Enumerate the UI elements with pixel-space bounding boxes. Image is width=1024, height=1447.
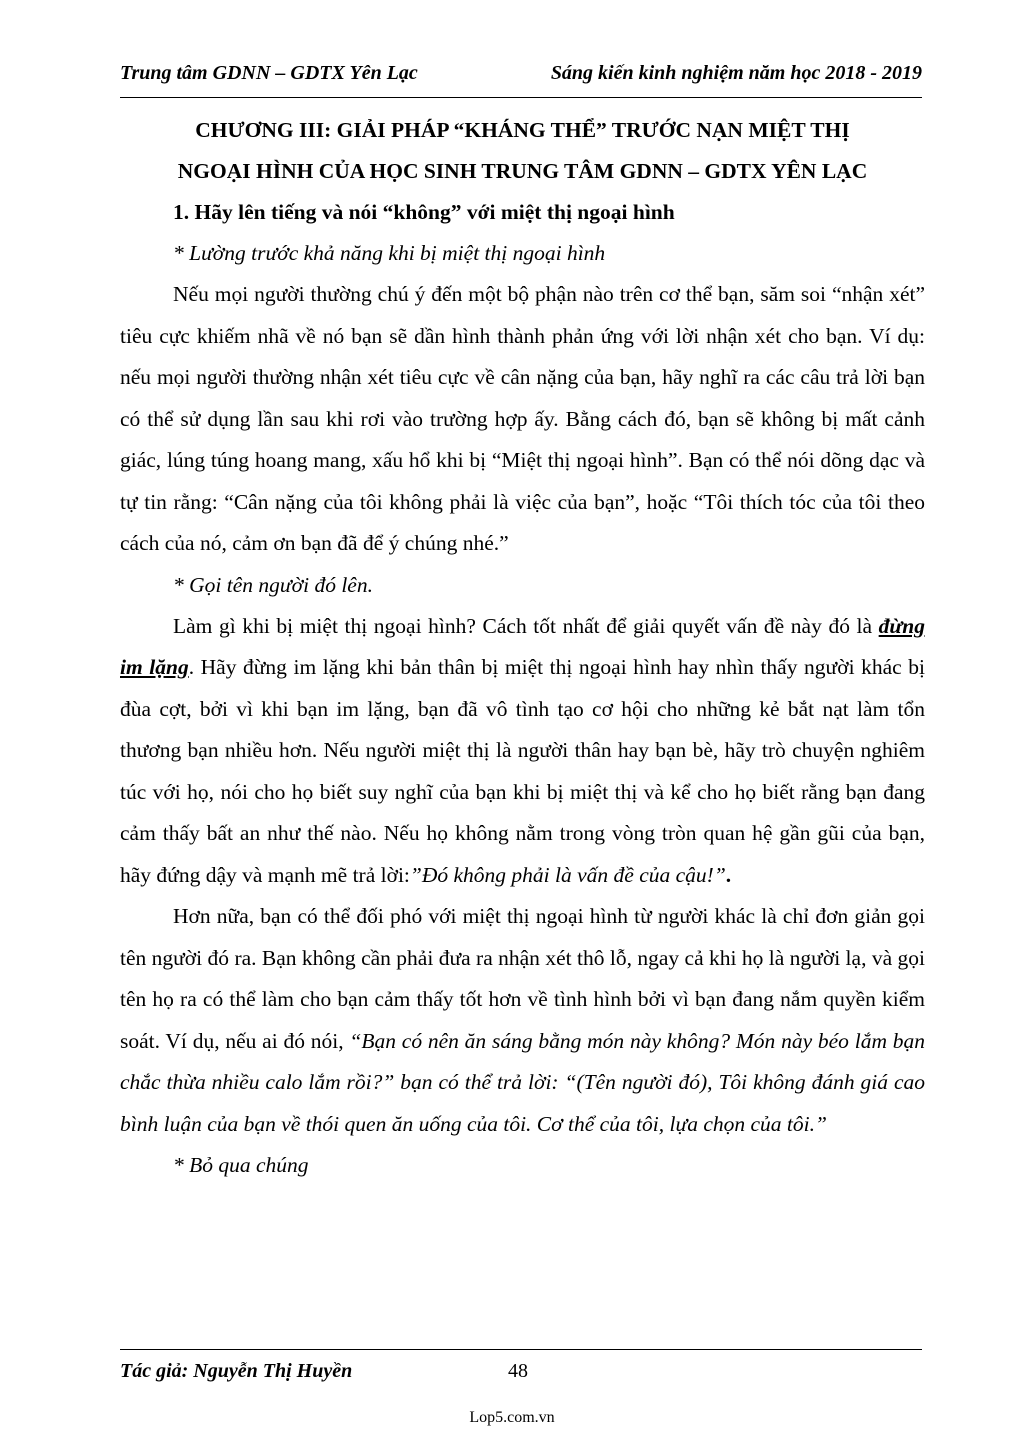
paragraph-2-text-a: Làm gì khi bị miệt thị ngoại hình? Cách tốt nhất để giải quyết vấn đề này đó là xyxy=(173,613,879,638)
paragraph-2 xyxy=(120,606,925,897)
chapter-title xyxy=(120,110,925,192)
header-institution: Trung tâm GDNN – GDTX Yên Lạc xyxy=(120,62,418,84)
paragraph-3 xyxy=(120,896,925,1145)
paragraph-2-end: . xyxy=(725,862,732,887)
subheading-ignore: * Bỏ qua chúng xyxy=(173,1153,309,1177)
site-watermark: Lop5.com.vn xyxy=(469,1409,555,1426)
page-number: 48 xyxy=(508,1360,528,1382)
paragraph-2-text-b: . Hãy đừng im lặng khi bản thân bị miệt thị ngoại hình hay nhìn thấy người khác bị đùa cợt, bởi vì khi bạn im lặng, bạn đã vô tình tạo cơ hội cho những kẻ bắt nạt làm tổn thương bạn nhiều hơn. Nếu người miệt thị là người thân hay bạn bè, hãy trò chuyện nghiêm túc với họ, nói cho họ biết suy nghĩ của bạn khi bị miệt thị và kể cho họ biết rằng bạn đang cảm thấy bất an như thế nào. Nếu họ không nằm trong vòng tròn quan hệ gần gũi của bạn, hãy đứng dậy và mạnh mẽ trả lời: xyxy=(120,655,925,887)
paragraph-2-emphasis: đừng im lặng xyxy=(120,613,925,679)
paragraph-3-quote: “Bạn có nên ăn sáng bằng món này không? Món này béo lắm bạn chắc thừa nhiều calo lắm rồi?” bạn có thể trả lời: “(Tên người đó), Tôi không đánh giá cao bình luận của bạn về thói quen ăn uống của tôi. Cơ thể của tôi, lựa chọn của tôi.” xyxy=(120,1028,926,1136)
page-content xyxy=(120,110,925,1186)
footer-author: Tác giả: Nguyễn Thị Huyền xyxy=(120,1360,353,1382)
header-document-title: Sáng kiến kinh nghiệm năm học 2018 - 2019 xyxy=(550,62,922,84)
paragraph-1: Nếu mọi người thường chú ý đến một bộ phận nào trên cơ thể bạn, săm soi “nhận xét” tiêu cực khiếm nhã về nó bạn sẽ dần hình thành phản ứng với lời nhận xét cho bạn. Ví dụ: nếu mọi người thường nhận xét tiêu cực về cân nặng của bạn, hãy nghĩ ra các câu trả lời bạn có thể sử dụng lần sau khi rơi vào trường hợp ấy. Bằng cách đó, bạn sẽ không bị mất cảnh giác, lúng túng hoang mang, xấu hổ khi bị “Miệt thị ngoại hình”. Bạn có thể nói dõng dạc và tự tin rằng: “Cân nặng của tôi không phải là việc của bạn”, hoặc “Tôi thích tóc của tôi theo cách của nó, cảm ơn bạn đã để ý chúng nhé.” xyxy=(120,282,925,555)
chapter-title-line-1: CHƯƠNG III: GIẢI PHÁP “KHÁNG THỂ” TRƯỚC NẠN MIỆT THỊ xyxy=(195,118,850,142)
footer-divider xyxy=(120,1349,922,1350)
page-header xyxy=(120,62,922,94)
header-divider xyxy=(120,97,922,98)
chapter-title-line-2: NGOẠI HÌNH CỦA HỌC SINH TRUNG TÂM GDNN – GDTX YÊN LẠC xyxy=(177,159,868,183)
paragraph-3-text: Hơn nữa, bạn có thể đối phó với miệt thị ngoại hình từ người khác là chỉ đơn giản gọi tên người đó ra. Bạn không cần phải đưa ra nhận xét thô lỗ, ngay cả khi họ là người lạ, và gọi tên họ ra có thể làm cho bạn cảm thấy tốt hơn về tình hình bởi vì bạn đang nắm quyền kiểm soát. Ví dụ, nếu ai đó nói, xyxy=(120,904,925,1053)
subheading-call-out: * Gọi tên người đó lên. xyxy=(173,572,373,597)
paragraph-2-quote: ”Đó không phải là vấn đề của cậu!” xyxy=(409,862,726,887)
section-heading: 1. Hãy lên tiếng và nói “không” với miệt thị ngoại hình xyxy=(173,200,675,224)
subheading-anticipate: * Lường trước khả năng khi bị miệt thị ngoại hình xyxy=(173,241,606,265)
